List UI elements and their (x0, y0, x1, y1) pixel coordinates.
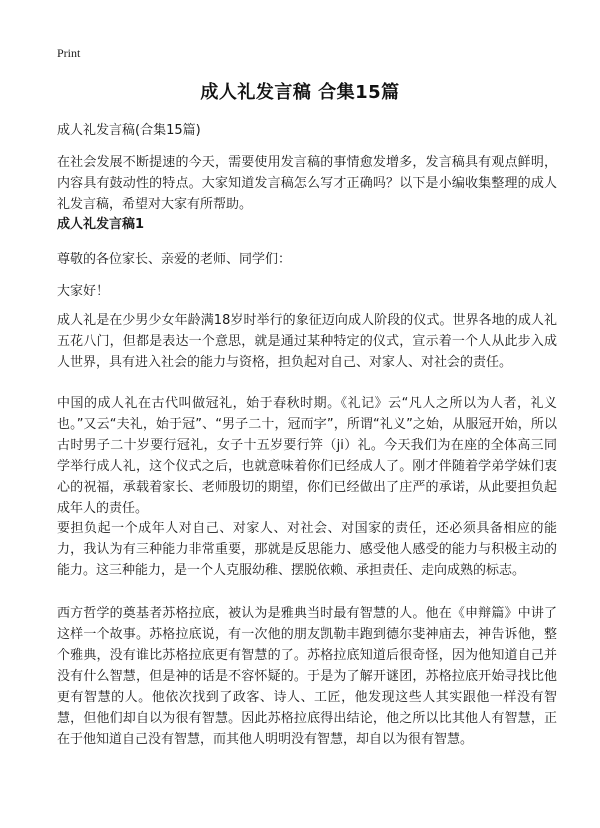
document-subtitle: 成人礼发言稿(合集15篇) (57, 123, 201, 138)
print-link[interactable]: Print (57, 46, 81, 60)
hello-line: 大家好！ (57, 284, 110, 299)
section-heading: 成人礼发言稿1 (57, 217, 145, 232)
greeting-line: 尊敬的各位家长、亲爱的老师、同学们： (57, 252, 292, 267)
intro-paragraph: 在社会发展不断提速的今天，需要使用发言稿的事情愈发增多，发言稿具有观点鲜明，内容具有鼓动性的特点。大家知道发言稿怎么写才正确吗？以下是小编收集整理的成人礼发言稿，希望对大家有所帮助。 (57, 155, 557, 212)
body-paragraph: 中国的成人礼在古代叫做冠礼，始于春秋时期。《礼记》云“凡人之所以为人者，礼义也。”又云“夫礼，始于冠”、“男子二十，冠而字”，所谓“礼义”之始，从服冠开始，所以古时男子二十岁要行冠礼，女子十五岁要行笄（ji）礼。今天我们为在座的全体高三同学举行成人礼，这个仪式之后，也就意味着你们已经成人了。刚才伴随着学弟学妹们衷心的祝福，承载着家长、老师殷切的期望，你们已经做出了庄严的承诺，从此要担负起成年人的责任。 (57, 396, 557, 516)
body-paragraph: 要担负起一个成年人对自己、对家人、对社会、对国家的责任，还必须具备相应的能力，我认为有三种能力非常重要，那就是反思能力、感受他人感受的能力与积极主动的能力。这三种能力，是一个人克服幼稚、摆脱依赖、承担责任、走向成熟的标志。 (57, 521, 557, 578)
body-paragraph: 成人礼是在少男少女年龄满18岁时举行的象征迈向成人阶段的仪式。世界各地的成人礼五花八门，但都是表达一个意思，就是通过某种特定的仪式，宣示着一个人从此步入成人世界，具有进入社会的能力与资格，担负起对自己、对家人、对社会的责任。 (57, 313, 557, 370)
page-title: 成人礼发言稿 合集15篇 (200, 82, 400, 103)
body-paragraph: 西方哲学的奠基者苏格拉底，被认为是雅典当时最有智慧的人。他在《申辩篇》中讲了这样一个故事。苏格拉底说，有一次他的朋友凯勒丰跑到德尔斐神庙去，神告诉他，整个雅典，没有谁比苏格拉底更有智慧的了。苏格拉底知道后很奇怪，因为他知道自己并没有什么智慧，但是神的话是不容怀疑的。于是为了解开谜团，苏格拉底开始寻找比他更有智慧的人。他依次找到了政客、诗人、工匠，他发现这些人其实跟他一样没有智慧，但他们却自以为很有智慧。因此苏格拉底得出结论，他之所以比其他人有智慧，正在于他知道自己没有智慧，而其他人明明没有智慧，却自以为很有智慧。 (57, 606, 557, 747)
